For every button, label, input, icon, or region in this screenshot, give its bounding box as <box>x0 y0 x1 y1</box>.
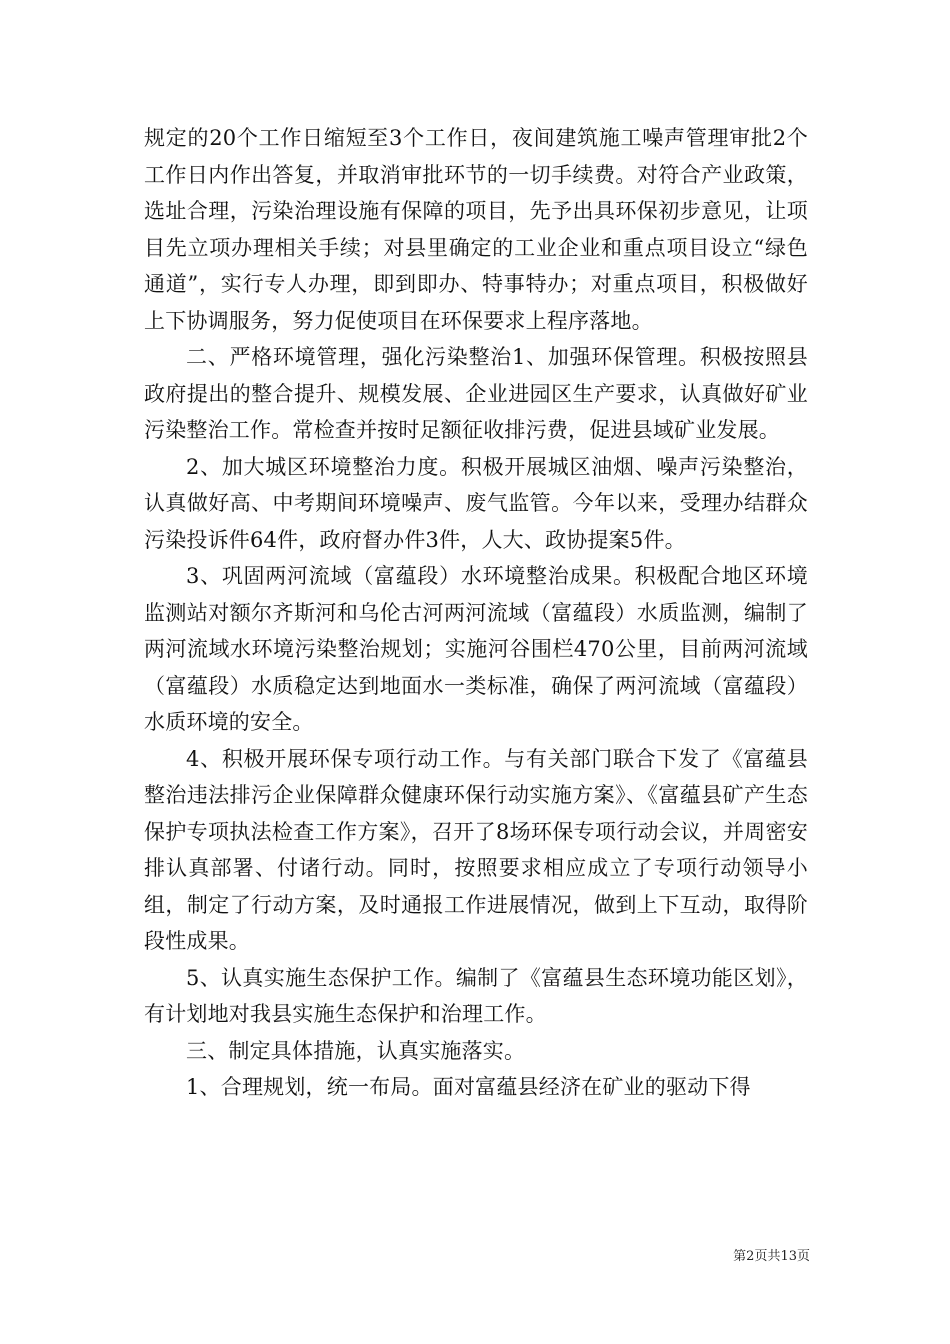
page-number-footer: 第2页共13页 <box>733 1249 810 1264</box>
body-text <box>144 120 808 1106</box>
paragraph-7: 三、制定具体措施，认真实施落实。 <box>186 1038 526 1063</box>
paragraph-6: 5、认真实施生态保护工作。编制了《富蕴县生态环境功能区划》，有计划地对我县实施生态保护和治理工作。 <box>144 965 808 1026</box>
paragraph-1: 规定的20个工作日缩短至3个工作日，夜间建筑施工噪声管理审批2个工作日内作出答复，并取消审批环节的一切手续费。对符合产业政策，选址合理，污染治理设施有保障的项目，先予出具环保初步意见，让项目先立项办理相关手续；对县里确定的工业企业和重点项目设立“绿色通道”，实行专人办理，即到即办、特事特办；对重点项目，积极做好上下协调服务，努力促使项目在环保要求上程序落地。 <box>144 126 808 333</box>
paragraph-8: 1、合理规划，统一布局。面对富蕴县经济在矿业的驱动下得 <box>186 1075 751 1099</box>
paragraph-2: 二、严格环境管理，强化污染整治1、加强环保管理。积极按照县政府提出的整合提升、规模发展、企业进园区生产要求，认真做好矿业污染整治工作。常检查并按时足额征收排污费，促进县域矿业发展。 <box>144 345 808 442</box>
paragraph-5: 4、积极开展环保专项行动工作。与有关部门联合下发了《富蕴县整治违法排污企业保障群众健康环保行动实施方案》、《富蕴县矿产生态保护专项执法检查工作方案》，召开了8场环保专项行动会议，并周密安排认真部署、付诸行动。同时，按照要求相应成立了专项行动领导小组，制定了行动方案，及时通报工作进展情况，做到上下互动，取得阶段性成果。 <box>144 746 808 953</box>
paragraph-4: 3、巩固两河流域（富蕴段）水环境整治成果。积极配合地区环境监测站对额尔齐斯河和乌伦古河两河流域（富蕴段）水质监测，编制了两河流域水环境污染整治规划；实施河谷围栏470公里，目前两河流域（富蕴段）水质稳定达到地面水一类标准，确保了两河流域（富蕴段）水质环境的安全。 <box>144 564 808 734</box>
paragraph-3: 2、加大城区环境整治力度。积极开展城区油烟、噪声污染整治，认真做好高、中考期间环境噪声、废气监管。今年以来，受理办结群众污染投诉件64件，政府督办件3件，人大、政协提案5件。 <box>144 454 808 552</box>
